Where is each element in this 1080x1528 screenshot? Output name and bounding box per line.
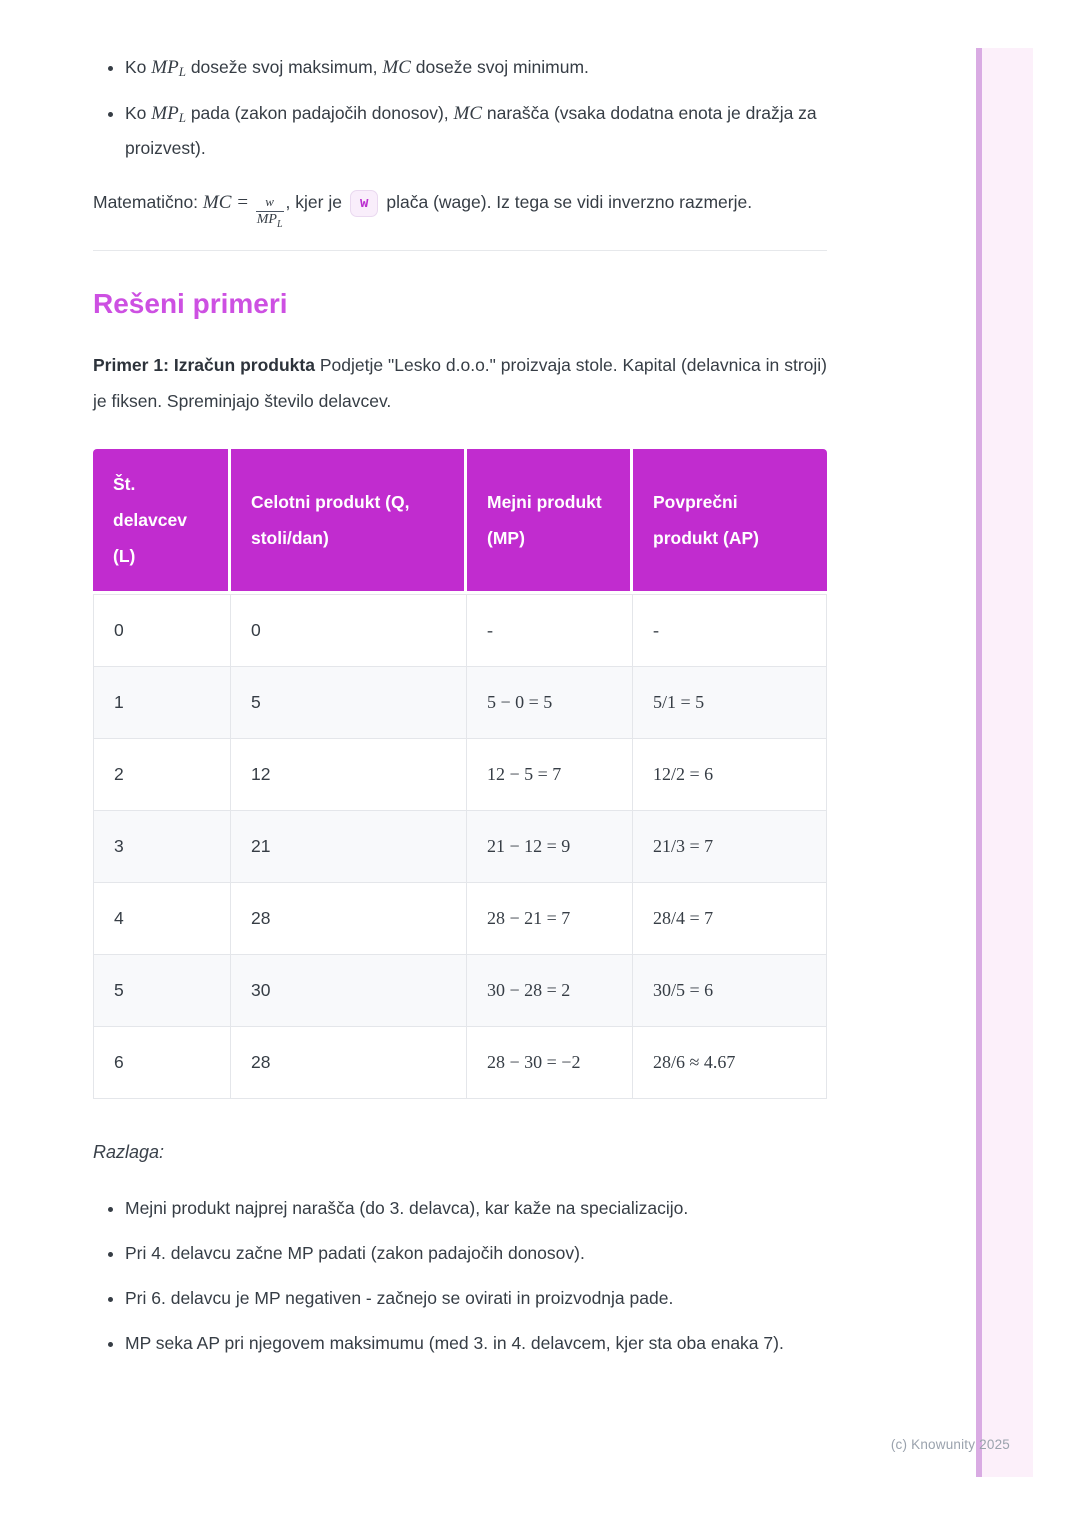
table-row <box>93 594 827 667</box>
table-cell: 2 <box>93 739 231 811</box>
table-cell: 28 <box>231 1027 467 1099</box>
pink-highlight-panel <box>982 48 1033 1477</box>
table-cell: 30 − 28 = 2 <box>467 955 633 1027</box>
analysis-bullet-4: • MP seka AP pri njegovem maksimumu (med 3. in 4. delavcem, kjer sta oba enaka 7). <box>125 1326 827 1361</box>
table-cell: 0 <box>93 594 231 667</box>
table-cell: 5 <box>93 955 231 1027</box>
header-cell-marginal-product: Mejni produkt (MP) <box>467 449 633 594</box>
header-cell-workers: Št. delavcev (L) <box>93 449 231 594</box>
table-row <box>93 1027 827 1099</box>
table-cell: 5 − 0 = 5 <box>467 667 633 739</box>
table-row <box>93 811 827 883</box>
math-mpl: $MP_L$ <box>151 103 186 125</box>
fraction-denominator: $MP_L$ <box>256 212 283 230</box>
intro-bullet-1-text-1: Ko <box>125 57 152 77</box>
table-cell: - <box>633 594 827 667</box>
analysis-bullet-1: • Mejni produkt najprej narašča (do 3. delavca), kar kaže na specializacijo. <box>125 1191 827 1226</box>
table-cell: 5 <box>231 667 467 739</box>
example-paragraph <box>93 347 827 419</box>
intro-bullet-2-text-3: narašča (vsaka dodatna enota je dražja za proizvest). <box>125 103 817 158</box>
section-divider <box>93 250 827 251</box>
copyright-footer: (c) Knowunity 2025 <box>890 1437 1010 1452</box>
document-content <box>93 0 827 1371</box>
formula-comma: , <box>285 192 291 212</box>
example-title: Primer 1: Izračun produkta <box>93 354 315 375</box>
table-header-row <box>93 449 827 594</box>
table-cell: 21 − 12 = 9 <box>467 811 633 883</box>
formula-text-1: Matematično: <box>93 192 203 212</box>
table-cell: 1 <box>93 667 231 739</box>
table-cell: 21/3 = 7 <box>633 811 827 883</box>
math-mpl: $MP_L$ <box>151 57 186 79</box>
table-cell: 12 <box>231 739 467 811</box>
table-cell: 30/5 = 6 <box>633 955 827 1027</box>
table-cell: 28/6 ≈ 4.67 <box>633 1027 827 1099</box>
fraction-w-over-mpl <box>256 194 284 230</box>
analysis-bullet-3: • Pri 6. delavcu je MP negativen - začnejo se ovirati in proizvodnja pade. <box>125 1281 827 1316</box>
table-cell: 12/2 = 6 <box>633 739 827 811</box>
table-row <box>93 739 827 811</box>
intro-bullet-2-text-1: Ko <box>125 103 152 123</box>
header-cell-average-product: Povprečni produkt (AP) <box>633 449 827 594</box>
intro-bullet-1 <box>125 50 827 85</box>
table-cell: 0 <box>231 594 467 667</box>
math-mc: MC <box>202 192 232 213</box>
intro-bullet-2-text-2: pada (zakon padajočih donosov), <box>185 103 454 123</box>
product-table <box>93 449 827 1099</box>
table-row <box>93 883 827 955</box>
table-cell: 4 <box>93 883 231 955</box>
intro-bullet-2 <box>125 96 827 166</box>
analysis-bullet-list <box>93 1191 827 1361</box>
table-cell: 21 <box>231 811 467 883</box>
equals-sign: = <box>231 192 254 213</box>
table-cell: 12 − 5 = 7 <box>467 739 633 811</box>
wage-code-badge: w <box>350 190 378 217</box>
section-heading: Rešeni primeri <box>93 287 288 319</box>
table-cell: 5/1 = 5 <box>633 667 827 739</box>
table-cell: 6 <box>93 1027 231 1099</box>
table-cell: - <box>467 594 633 667</box>
table-cell: 30 <box>231 955 467 1027</box>
header-cell-total-product: Celotni produkt (Q, stoli/dan) <box>231 449 467 594</box>
example-description: Podjetje "Lesko d.o.o." proizvaja stole. Kapital (delavnica in stroji) je fiksen. Spreminjajo število delavcev. <box>93 354 827 411</box>
table-row <box>93 667 827 739</box>
formula-text-3: plača (wage). Iz tega se vidi inverzno razmerje. <box>386 192 753 212</box>
table-cell: 28 − 30 = −2 <box>467 1027 633 1099</box>
table-cell: 28/4 = 7 <box>633 883 827 955</box>
intro-bullet-1-text-2: doseže svoj maksimum, <box>185 57 383 77</box>
analysis-label: Razlaga: <box>93 1141 165 1162</box>
intro-bullet-1-text-3: doseže svoj minimum. <box>410 57 589 77</box>
table-cell: 3 <box>93 811 231 883</box>
math-mc: MC <box>382 57 411 78</box>
formula-paragraph <box>93 182 827 228</box>
table-cell: 28 − 21 = 7 <box>467 883 633 955</box>
analysis-bullet-2: • Pri 4. delavcu začne MP padati (zakon padajočih donosov). <box>125 1236 827 1271</box>
intro-bullet-list <box>93 50 827 166</box>
formula-text-2: kjer je <box>290 192 342 212</box>
table-cell: 28 <box>231 883 467 955</box>
fraction-numerator: w <box>256 195 284 212</box>
pink-highlight-line <box>976 48 982 1477</box>
math-mc: MC <box>453 103 482 124</box>
table-row <box>93 955 827 1027</box>
